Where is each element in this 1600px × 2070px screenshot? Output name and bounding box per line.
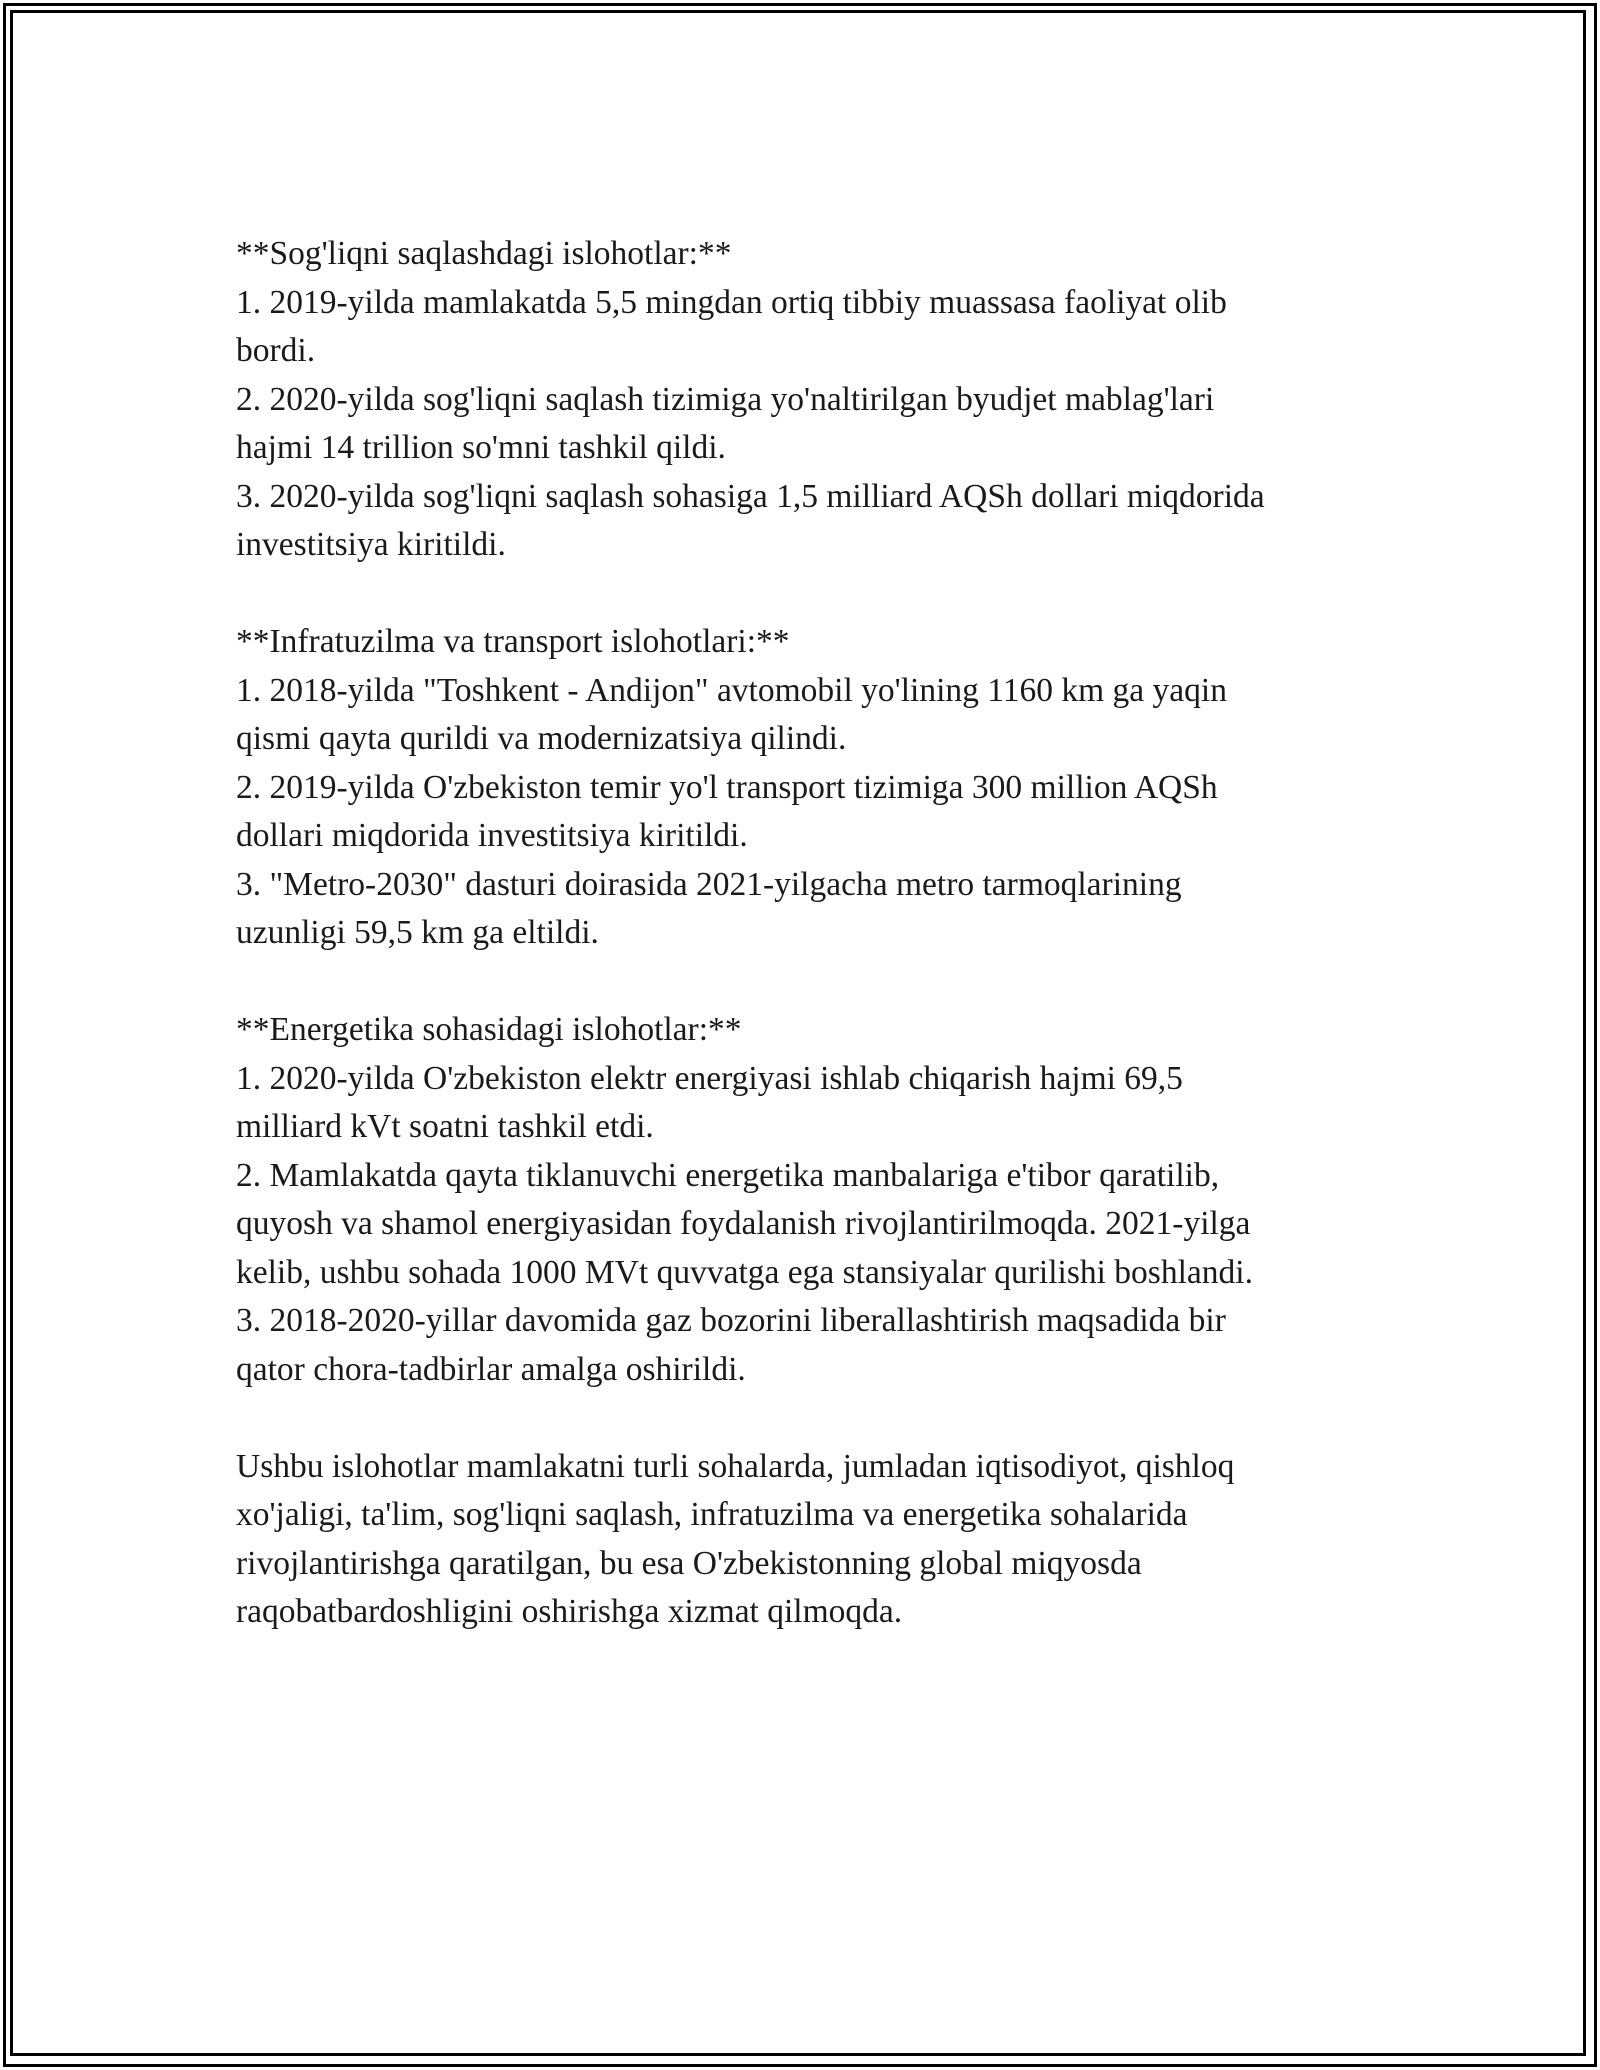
text-line: 2. 2019-yilda O'zbekiston temir yo'l transport tizimiga 300 million AQSh	[236, 768, 1218, 806]
text-line: qismi qayta qurildi va modernizatsiya qilindi.	[236, 720, 847, 757]
text-line: 2. 2020-yilda sog'liqni saqlash tizimiga yo'naltirilgan byudjet mablag'lari	[236, 380, 1215, 418]
section-energy	[236, 1006, 1386, 1394]
text-line: 1. 2020-yilda O'zbekiston elektr energiyasi ishlab chiqarish hajmi 69,5	[236, 1059, 1183, 1097]
text-line: dollari miqdorida investitsiya kiritildi.	[236, 817, 748, 854]
text-line: 2. Mamlakatda qayta tiklanuvchi energetika manbalariga e'tibor qaratilib,	[236, 1156, 1220, 1194]
text-line: raqobatbardoshligini oshirishga xizmat qilmoqda.	[236, 1593, 903, 1630]
section-conclusion	[236, 1443, 1386, 1637]
section-infrastructure	[236, 618, 1386, 958]
text-line: kelib, ushbu sohada 1000 MVt quvvatga ega stansiyalar qurilishi boshlandi.	[236, 1253, 1253, 1291]
document-body	[236, 230, 1386, 1685]
section-healthcare	[236, 230, 1386, 570]
text-line: 3. 2020-yilda sog'liqni saqlash sohasiga 1,5 milliard AQSh dollari miqdorida	[236, 477, 1265, 515]
text-line: xo'jaligi, ta'lim, sog'liqni saqlash, infratuzilma va energetika sohalarida	[236, 1496, 1188, 1533]
text-line: quyosh va shamol energiyasidan foydalanish rivojlantirilmoqda. 2021-yilga	[236, 1205, 1251, 1242]
section-heading: **Infratuzilma va transport islohotlari:**	[236, 623, 790, 660]
text-line: bordi.	[236, 332, 316, 369]
text-line: milliard kVt soatni tashkil etdi.	[236, 1108, 654, 1145]
text-line: 3. 2018-2020-yillar davomida gaz bozorini liberallashtirish maqsadida bir	[236, 1302, 1226, 1339]
section-heading: **Energetika sohasidagi islohotlar:**	[236, 1011, 742, 1048]
text-line: uzunligi 59,5 km ga eltildi.	[236, 914, 599, 951]
text-line: rivojlantirishga qaratilgan, bu esa O'zbekistonning global miqyosda	[236, 1544, 1142, 1582]
text-line: qator chora-tadbirlar amalga oshirildi.	[236, 1350, 746, 1388]
text-line: hajmi 14 trillion so'mni tashkil qildi.	[236, 429, 726, 466]
text-line: investitsiya kiritildi.	[236, 526, 506, 563]
text-line: 1. 2018-yilda "Toshkent - Andijon" avtomobil yo'lining 1160 km ga yaqin	[236, 671, 1227, 709]
section-heading: **Sog'liqni saqlashdagi islohotlar:**	[236, 235, 732, 272]
text-line: Ushbu islohotlar mamlakatni turli sohalarda, jumladan iqtisodiyot, qishloq	[236, 1447, 1235, 1485]
text-line: 3. "Metro-2030" dasturi doirasida 2021-yilgacha metro tarmoqlarining	[236, 865, 1182, 903]
text-line: 1. 2019-yilda mamlakatda 5,5 mingdan ortiq tibbiy muassasa faoliyat olib	[236, 283, 1227, 321]
